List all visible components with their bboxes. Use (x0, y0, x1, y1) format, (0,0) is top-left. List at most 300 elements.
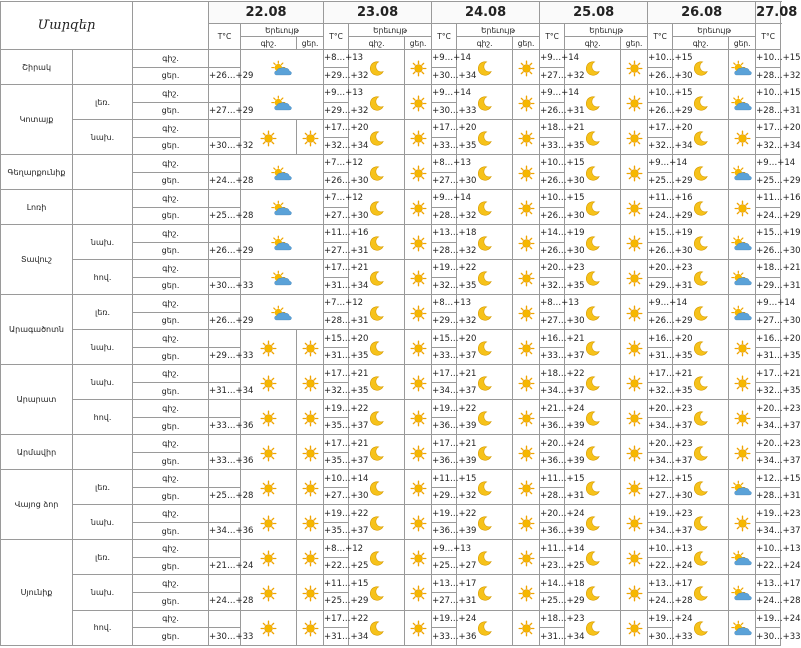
temperature-cell: +17…+21 (432, 435, 457, 453)
night-subheader: գիշ. (673, 37, 729, 50)
partly-cloudy-icon (729, 610, 756, 646)
temperature-header: T°C (540, 24, 565, 50)
temperature-cell: +29…+32 (324, 102, 349, 120)
temperature-cell: +31…+34 (324, 628, 349, 646)
day-subheader: ցեր. (513, 37, 540, 50)
sun-icon (621, 190, 648, 225)
sun-icon (405, 225, 432, 260)
temperature-cell: +25…+29 (756, 172, 781, 190)
table-row (1, 50, 781, 68)
sun-icon (621, 575, 648, 610)
temperature-cell (209, 120, 241, 138)
night-label: գիշ. (133, 295, 209, 313)
sun-icon (621, 120, 648, 155)
zone-name: նախ. (73, 225, 133, 260)
sun-icon (297, 575, 324, 610)
partly-cloudy-icon (729, 575, 756, 610)
day-label: ցեր. (133, 67, 209, 85)
day-label: ցեր. (133, 242, 209, 260)
temperature-cell: +20…+23 (756, 400, 781, 418)
temperature-cell: +26…+29 (648, 312, 673, 330)
temperature-cell: +15…+19 (648, 225, 673, 243)
temperature-cell: +11…+16 (324, 225, 349, 243)
sun-icon (405, 400, 432, 435)
temperature-cell: +33…+36 (432, 628, 457, 646)
temperature-cell: +18…+21 (540, 120, 565, 138)
temperature-cell: +19…+22 (432, 400, 457, 418)
temperature-cell: +34…+37 (756, 417, 781, 435)
table-row (1, 260, 781, 278)
temperature-cell (209, 505, 241, 523)
zone-name: նախ. (73, 120, 133, 155)
temperature-cell: +27…+30 (540, 312, 565, 330)
sun-icon (513, 400, 540, 435)
partly-cloudy-icon (729, 155, 756, 190)
temperature-cell: +15…+19 (756, 225, 781, 243)
sun-icon (729, 505, 756, 540)
day-label: ցեր. (133, 137, 209, 155)
temperature-cell: +19…+22 (432, 505, 457, 523)
night-label: գիշ. (133, 190, 209, 208)
temperature-cell: +28…+31 (540, 487, 565, 505)
temperature-cell: +9…+14 (756, 295, 781, 313)
temperature-cell: +20…+24 (540, 435, 565, 453)
temperature-cell: +30…+34 (432, 67, 457, 85)
sun-icon (405, 295, 432, 330)
sun-icon (513, 365, 540, 400)
temperature-cell: +33…+36 (209, 452, 241, 470)
zone-name: լեռ. (73, 470, 133, 505)
temperature-cell: +11…+15 (324, 575, 349, 593)
temperature-cell (209, 435, 241, 453)
temperature-cell: +32…+34 (756, 137, 781, 155)
temperature-cell: +17…+20 (756, 120, 781, 138)
night-label: գիշ. (133, 470, 209, 488)
day-subheader: ցեր. (405, 37, 432, 50)
temperature-cell: +27…+30 (432, 172, 457, 190)
table-row (1, 435, 781, 453)
temperature-cell: +34…+36 (209, 522, 241, 540)
temperature-cell: +14…+19 (540, 225, 565, 243)
day-label: ցեր. (133, 628, 209, 646)
temperature-cell: +16…+21 (540, 330, 565, 348)
temperature-cell: +25…+27 (432, 557, 457, 575)
temperature-cell: +24…+28 (209, 172, 241, 190)
temperature-cell: +25…+28 (209, 207, 241, 225)
temperature-cell: +27…+30 (324, 487, 349, 505)
temperature-cell: +25…+29 (648, 172, 673, 190)
night-label: գիշ. (133, 540, 209, 558)
temperature-cell: +19…+22 (432, 260, 457, 278)
temperature-cell: +25…+28 (209, 487, 241, 505)
sun-icon (621, 225, 648, 260)
partly-cloudy-icon (729, 50, 756, 85)
temperature-cell: +13…+18 (432, 225, 457, 243)
partly-cloudy-icon (729, 540, 756, 575)
temperature-cell: +10…+13 (756, 540, 781, 558)
sun-icon (621, 435, 648, 470)
temperature-cell: +26…+29 (209, 312, 241, 330)
temperature-cell (209, 330, 241, 348)
sun-icon (621, 505, 648, 540)
temperature-cell: +31…+34 (209, 382, 241, 400)
table-row (1, 85, 781, 103)
temperature-cell: +9…+13 (432, 540, 457, 558)
day-subheader: ցեր. (621, 37, 648, 50)
day-label: ցեր. (133, 452, 209, 470)
table-row (1, 155, 781, 173)
date-header: 22.08 (209, 2, 324, 24)
night-label: գիշ. (133, 225, 209, 243)
temperature-cell: +10…+15 (648, 50, 673, 68)
table-row (1, 470, 781, 488)
sun-icon (297, 540, 324, 575)
sun-icon (513, 260, 540, 295)
temperature-cell: +24…+29 (756, 207, 781, 225)
temperature-cell: +26…+29 (209, 67, 241, 85)
sun-icon (729, 435, 756, 470)
temperature-cell: +30…+33 (432, 102, 457, 120)
temperature-cell: +26…+30 (648, 67, 673, 85)
temperature-cell: +8…+12 (324, 540, 349, 558)
temperature-cell: +20…+24 (540, 505, 565, 523)
region-name: Կոտայք (1, 85, 73, 155)
temperature-cell (209, 260, 241, 278)
temperature-cell: +29…+31 (756, 277, 781, 295)
temperature-cell: +24…+29 (648, 207, 673, 225)
sun-icon (729, 190, 756, 225)
temperature-cell (209, 50, 241, 68)
sun-icon (405, 575, 432, 610)
night-label: գիշ. (133, 120, 209, 138)
temperature-cell: +24…+28 (209, 592, 241, 610)
temperature-cell: +10…+15 (756, 85, 781, 103)
temperature-cell: +27…+30 (756, 312, 781, 330)
temperature-cell: +30…+33 (209, 628, 241, 646)
temperature-cell: +31…+35 (324, 347, 349, 365)
temperature-cell (209, 540, 241, 558)
temperature-cell: +17…+21 (756, 365, 781, 383)
region-name: Վայոց ձոր (1, 470, 73, 540)
region-name: Արմավիր (1, 435, 73, 470)
partly-cloudy-icon (729, 225, 756, 260)
sun-icon (621, 85, 648, 120)
night-subheader: գիշ. (457, 37, 513, 50)
sun-icon (621, 610, 648, 646)
temperature-cell (209, 610, 241, 628)
temperature-cell: +10…+14 (324, 470, 349, 488)
sun-icon (405, 260, 432, 295)
table-row (1, 295, 781, 313)
temperature-cell: +8…+13 (540, 295, 565, 313)
sun-icon (621, 540, 648, 575)
night-label: գիշ. (133, 435, 209, 453)
temperature-cell: +28…+32 (432, 207, 457, 225)
sun-icon (729, 330, 756, 365)
temperature-cell: +32…+35 (756, 382, 781, 400)
temperature-cell: +11…+15 (432, 470, 457, 488)
night-subheader: գիշ. (565, 37, 621, 50)
table-row (1, 400, 781, 418)
regions-header: Մարզեր (1, 2, 133, 50)
temperature-cell: +27…+29 (209, 102, 241, 120)
temperature-cell: +27…+30 (648, 487, 673, 505)
temperature-cell: +19…+22 (324, 505, 349, 523)
night-label: գիշ. (133, 155, 209, 173)
date-header: 23.08 (324, 2, 432, 24)
temperature-cell: +34…+37 (648, 417, 673, 435)
zone-name: նախ. (73, 365, 133, 400)
temperature-cell: +8…+13 (324, 50, 349, 68)
region-name: Արարատ (1, 365, 73, 435)
temperature-cell (209, 365, 241, 383)
day-label: ցեր. (133, 417, 209, 435)
temperature-cell: +13…+17 (648, 575, 673, 593)
sun-icon (621, 260, 648, 295)
temperature-cell (209, 575, 241, 593)
temperature-cell: +29…+31 (648, 277, 673, 295)
sun-icon (297, 400, 324, 435)
temperature-cell: +19…+22 (324, 400, 349, 418)
day-subheader: ցեր. (729, 37, 756, 50)
phenomenon-header: Երեւույթ (457, 24, 540, 37)
sun-icon (621, 365, 648, 400)
phenomenon-header: Երեւույթ (241, 24, 324, 37)
temperature-cell: +15…+20 (324, 330, 349, 348)
sun-icon (621, 330, 648, 365)
temperature-cell: +36…+39 (432, 522, 457, 540)
sun-icon (621, 155, 648, 190)
day-label: ցեր. (133, 277, 209, 295)
temperature-cell: +9…+14 (648, 295, 673, 313)
temperature-cell: +20…+23 (648, 400, 673, 418)
temperature-cell: +36…+39 (540, 452, 565, 470)
temperature-cell: +19…+24 (432, 610, 457, 628)
sun-icon (405, 155, 432, 190)
sun-icon (513, 295, 540, 330)
temperature-cell: +29…+33 (209, 347, 241, 365)
night-label: գիշ. (133, 400, 209, 418)
temperature-cell: +32…+35 (648, 382, 673, 400)
temperature-cell: +17…+21 (432, 365, 457, 383)
temperature-cell: +18…+23 (540, 610, 565, 628)
temperature-cell: +34…+37 (756, 522, 781, 540)
temperature-cell: +35…+37 (324, 417, 349, 435)
forecast-table (0, 1, 801, 646)
zone-name: հով. (73, 260, 133, 295)
temperature-cell: +28…+31 (756, 102, 781, 120)
temperature-cell: +28…+31 (756, 487, 781, 505)
temperature-cell: +26…+30 (324, 172, 349, 190)
region-name: Սյունիք (1, 540, 73, 646)
sun-icon (297, 120, 324, 155)
temperature-cell: +33…+36 (209, 417, 241, 435)
temperature-cell: +34…+37 (432, 382, 457, 400)
temperature-cell (209, 85, 241, 103)
region-name: Շիրակ (1, 50, 73, 85)
temperature-cell: +26…+30 (756, 242, 781, 260)
phenomenon-header: Երեւույթ (565, 24, 648, 37)
temperature-cell: +33…+35 (540, 137, 565, 155)
temperature-cell: +28…+32 (432, 242, 457, 260)
temperature-cell: +9…+13 (324, 85, 349, 103)
temperature-cell: +22…+24 (648, 557, 673, 575)
sun-icon (729, 400, 756, 435)
day-label: ցեր. (133, 487, 209, 505)
date-header: 26.08 (648, 2, 756, 24)
temperature-cell: +36…+39 (540, 417, 565, 435)
temperature-header: T°C (324, 24, 349, 50)
table-row (1, 225, 781, 243)
night-label: գիշ. (133, 330, 209, 348)
temperature-cell: +17…+20 (324, 120, 349, 138)
temperature-cell: +12…+15 (648, 470, 673, 488)
temperature-cell: +31…+34 (324, 277, 349, 295)
day-label: ցեր. (133, 207, 209, 225)
temperature-header: T°C (209, 24, 241, 50)
sun-icon (729, 365, 756, 400)
temperature-cell: +10…+15 (540, 190, 565, 208)
temperature-cell: +30…+32 (209, 137, 241, 155)
day-subheader: ցեր. (297, 37, 324, 50)
temperature-cell: +27…+31 (324, 242, 349, 260)
night-label: գիշ. (133, 610, 209, 628)
night-subheader: գիշ. (241, 37, 297, 50)
partly-cloudy-icon (729, 295, 756, 330)
temperature-cell: +30…+33 (648, 628, 673, 646)
zone-name: լեռ. (73, 540, 133, 575)
temperature-cell: +7…+12 (324, 155, 349, 173)
sun-icon (621, 470, 648, 505)
table-row (1, 190, 781, 208)
temperature-cell: +9…+14 (540, 85, 565, 103)
temperature-cell: +20…+23 (648, 260, 673, 278)
temperature-cell: +34…+37 (648, 522, 673, 540)
temperature-cell: +17…+22 (324, 610, 349, 628)
temperature-cell: +31…+34 (540, 628, 565, 646)
sun-icon (405, 330, 432, 365)
temperature-cell: +25…+29 (324, 592, 349, 610)
temperature-cell: +26…+29 (209, 242, 241, 260)
sun-icon (405, 610, 432, 646)
temperature-cell: +33…+37 (432, 347, 457, 365)
sun-icon (513, 50, 540, 85)
temperature-cell: +9…+14 (540, 50, 565, 68)
temperature-cell: +12…+15 (756, 470, 781, 488)
day-label: ցեր. (133, 592, 209, 610)
sun-icon (621, 295, 648, 330)
sun-icon (621, 400, 648, 435)
zone-name (73, 190, 133, 225)
temperature-cell: +22…+25 (324, 557, 349, 575)
temperature-cell: +28…+31 (324, 312, 349, 330)
sun-icon (405, 120, 432, 155)
table-row (1, 365, 781, 383)
table-row (1, 330, 781, 348)
temperature-cell: +30…+33 (209, 277, 241, 295)
sun-icon (513, 540, 540, 575)
sun-icon (513, 575, 540, 610)
temperature-cell: +34…+37 (756, 452, 781, 470)
temperature-cell: +26…+31 (540, 102, 565, 120)
sun-icon (405, 540, 432, 575)
sun-icon (297, 610, 324, 646)
day-label: ցեր. (133, 522, 209, 540)
temperature-cell: +34…+37 (540, 382, 565, 400)
temperature-cell: +31…+35 (756, 347, 781, 365)
zone-name (73, 435, 133, 470)
phenomenon-header: Երեւույթ (349, 24, 432, 37)
temperature-cell: +11…+15 (540, 470, 565, 488)
temperature-cell: +8…+13 (432, 155, 457, 173)
table-row (1, 540, 781, 558)
temperature-cell: +32…+34 (324, 137, 349, 155)
temperature-cell: +27…+32 (540, 67, 565, 85)
night-subheader: գիշ. (349, 37, 405, 50)
temperature-cell: +27…+30 (324, 207, 349, 225)
zone-name: հով. (73, 400, 133, 435)
temperature-cell: +9…+14 (432, 50, 457, 68)
sun-icon (513, 435, 540, 470)
temperature-cell (209, 225, 241, 243)
day-label: ցեր. (133, 102, 209, 120)
temperature-cell: +17…+21 (648, 365, 673, 383)
temperature-cell: +19…+23 (756, 505, 781, 523)
day-label: ցեր. (133, 557, 209, 575)
table-row (1, 120, 781, 138)
temperature-cell: +33…+37 (540, 347, 565, 365)
sun-icon (405, 435, 432, 470)
region-name: Արագածոտն (1, 295, 73, 365)
sun-icon (513, 505, 540, 540)
temperature-cell: +10…+13 (648, 540, 673, 558)
temperature-cell: +19…+24 (756, 610, 781, 628)
temperature-cell: +24…+28 (648, 592, 673, 610)
sun-icon (513, 85, 540, 120)
day-label: ցեր. (133, 312, 209, 330)
temperature-cell: +7…+12 (324, 190, 349, 208)
sun-icon (621, 50, 648, 85)
temperature-cell: +29…+32 (432, 487, 457, 505)
night-label: գիշ. (133, 260, 209, 278)
temperature-cell: +19…+23 (648, 505, 673, 523)
temperature-cell (209, 400, 241, 418)
temperature-cell: +36…+39 (432, 417, 457, 435)
zone-name: լեռ. (73, 295, 133, 330)
temperature-cell: +26…+30 (540, 242, 565, 260)
day-label: ցեր. (133, 347, 209, 365)
temperature-cell: +13…+17 (432, 575, 457, 593)
temperature-cell: +33…+35 (432, 137, 457, 155)
temperature-cell: +21…+24 (209, 557, 241, 575)
zone-name: նախ. (73, 330, 133, 365)
day-label: ցեր. (133, 172, 209, 190)
sun-icon (513, 470, 540, 505)
night-label: գիշ. (133, 50, 209, 68)
temperature-cell: +10…+15 (756, 50, 781, 68)
temperature-cell: +13…+17 (756, 575, 781, 593)
temperature-cell: +36…+39 (540, 522, 565, 540)
sun-icon (405, 470, 432, 505)
partly-cloudy-icon (729, 85, 756, 120)
temperature-cell: +18…+21 (756, 260, 781, 278)
temperature-cell: +10…+15 (540, 155, 565, 173)
temperature-cell: +34…+37 (648, 452, 673, 470)
sun-icon (405, 85, 432, 120)
temperature-cell: +7…+12 (324, 295, 349, 313)
temperature-cell: +24…+28 (756, 592, 781, 610)
temperature-cell: +14…+18 (540, 575, 565, 593)
